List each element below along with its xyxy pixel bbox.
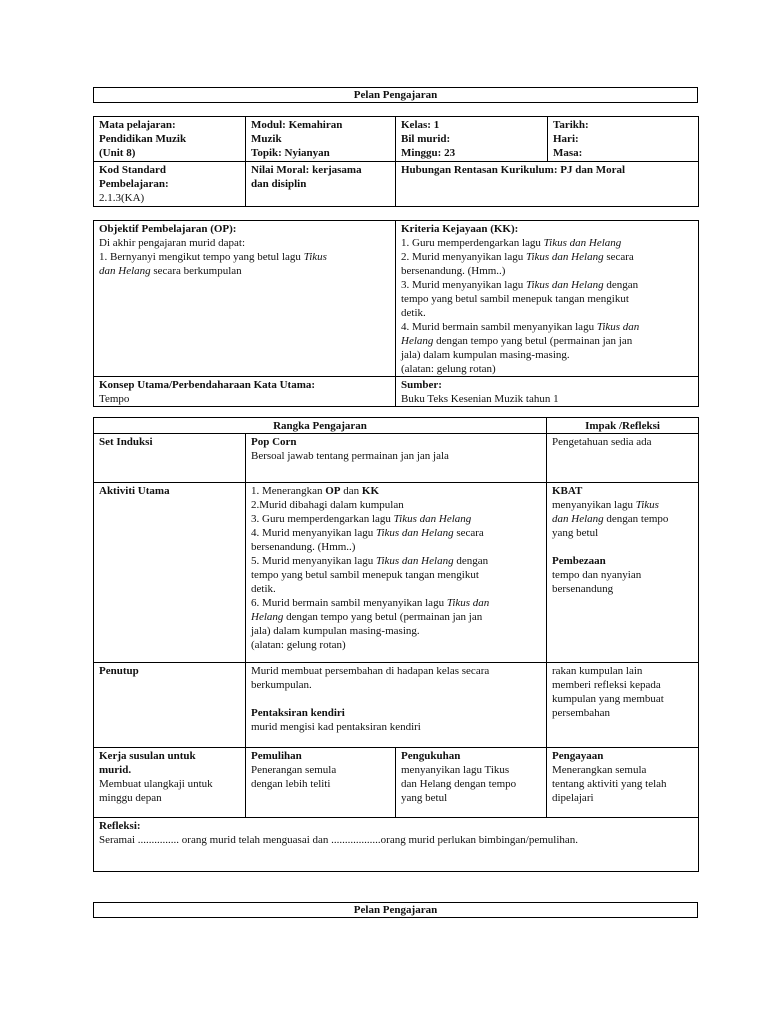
module-value: Muzik <box>251 133 282 145</box>
text: 1. Bernyanyi mengikut tempo yang betul lagu <box>99 251 304 263</box>
enrichment-cell <box>547 748 699 818</box>
time-label: Masa: <box>553 147 583 159</box>
remedial-line: Penerangan semula <box>251 764 337 776</box>
day-label: Hari: <box>553 133 579 145</box>
standard-cell <box>94 162 246 207</box>
plan-header: Rangka Pengajaran <box>94 418 547 434</box>
closing-cell <box>246 663 547 748</box>
concept-value: Tempo <box>99 393 130 405</box>
closing-impact <box>547 663 699 748</box>
source-label: Sumber: <box>401 379 442 391</box>
text: 3. Murid menyanyikan lagu <box>401 279 526 291</box>
page-title: Pelan Pengajaran <box>93 87 698 103</box>
enrichment-label: Pengayaan <box>552 750 604 762</box>
text: 1. Menerangkan <box>251 485 326 497</box>
activity-item-cont: bersenandung. (Hmm..) <box>251 541 356 553</box>
criteria-label: Kriteria Kejayaan (KK): <box>401 223 519 235</box>
text: 2. Murid menyanyikan lagu <box>401 251 526 263</box>
text: dengan tempo yang betul (permainan jan jan <box>433 335 633 347</box>
reinforcement-line: dan Helang dengan tempo <box>401 778 517 790</box>
closing-line: Murid membuat persembahan di hadapan kelas secara <box>251 665 490 677</box>
set-induction-cell <box>246 434 547 483</box>
impact-header: Impak /Refleksi <box>547 418 699 434</box>
criteria-item-cont: jala) dalam kumpulan masing-masing. <box>401 349 570 361</box>
text: dengan tempo <box>603 513 669 525</box>
kbat-line <box>552 498 693 512</box>
follow-up-label: Kerja susulan untuk <box>99 750 196 762</box>
song-title: dan Helang <box>552 513 604 525</box>
moral-line-2: dan disiplin <box>251 178 307 190</box>
activity-item-cont: tempo yang betul sambil menepuk tangan mengikut <box>251 569 479 581</box>
class-label: Kelas: 1 <box>401 119 440 131</box>
set-induction-label: Set Induksi <box>94 434 246 483</box>
crosscurriculum-cell: Hubungan Rentasan Kurikulum: PJ dan Moral <box>396 162 699 207</box>
criteria-item <box>401 236 693 250</box>
song-title: Tikus dan Helang <box>393 513 472 525</box>
topic-label: Topik: Nyianyan <box>251 147 330 159</box>
text: 4. Murid bermain sambil menyanyikan lagu <box>401 321 597 333</box>
module-cell <box>246 117 396 162</box>
reinforcement-line: yang betul <box>401 792 448 804</box>
closing-line: berkumpulan. <box>251 679 312 691</box>
enrichment-line: tentang aktiviti yang telah <box>552 778 667 790</box>
differentiation-line: tempo dan nyanyian <box>552 569 642 581</box>
subject-label: Mata pelajaran: <box>99 119 176 131</box>
moral-line-1: Nilai Moral: kerjasama <box>251 164 362 176</box>
text: menyanyikan lagu <box>552 499 636 511</box>
song-title: Tikus dan Helang <box>375 527 454 539</box>
enrichment-line: Menerangkan semula <box>552 764 647 776</box>
criteria-item-cont <box>401 334 693 348</box>
standard-value: 2.1.3(KA) <box>99 192 145 204</box>
kk-term: KK <box>361 485 380 497</box>
activity-item-cont <box>251 610 541 624</box>
subject-unit: (Unit 8) <box>99 147 136 159</box>
text: 5. Murid menyanyikan lagu <box>251 555 376 567</box>
text: secara berkumpulan <box>150 265 242 277</box>
remedial-label: Pemulihan <box>251 750 302 762</box>
standard-label: Kod Standard <box>99 164 166 176</box>
text: dengan <box>603 279 639 291</box>
song-title: Tikus dan Helang <box>525 251 604 263</box>
criteria-cell <box>396 221 699 377</box>
module-label: Modul: Kemahiran <box>251 119 343 131</box>
song-title: Tikus dan Helang <box>375 555 454 567</box>
criteria-item-cont: bersenandung. (Hmm..) <box>401 265 506 277</box>
remedial-line: dengan lebih teliti <box>251 778 331 790</box>
closing-impact-line: kumpulan yang membuat <box>552 693 664 705</box>
criteria-item <box>401 278 693 292</box>
set-induction-impact: Pengetahuan sedia ada <box>547 434 699 483</box>
differentiation-label: Pembezaan <box>552 555 606 567</box>
kbat-line <box>552 512 693 526</box>
song-title: Tikus dan Helang <box>543 237 622 249</box>
subject-cell <box>94 117 246 162</box>
song-title: Tikus <box>303 251 327 263</box>
standard-label-2: Pembelajaran: <box>99 178 169 190</box>
text: secara <box>453 527 484 539</box>
objective-item <box>99 250 390 264</box>
activity-item-cont: jala) dalam kumpulan masing-masing. <box>251 625 420 637</box>
activity-item <box>251 526 541 540</box>
main-activity-cell <box>246 483 547 663</box>
objective-label: Objektif Pembelajaran (OP): <box>99 223 237 235</box>
song-title: Tikus <box>635 499 659 511</box>
main-activity-label: Aktiviti Utama <box>94 483 246 663</box>
song-title: Tikus dan <box>446 597 490 609</box>
students-label: Bil murid: <box>401 133 451 145</box>
spacer <box>251 692 541 706</box>
criteria-item-cont: detik. <box>401 307 426 319</box>
closing-impact-line: persembahan <box>552 707 611 719</box>
reinforcement-label: Pengukuhan <box>401 750 461 762</box>
set-induction-title: Pop Corn <box>251 436 297 448</box>
text: 6. Murid bermain sambil menyanyikan lagu <box>251 597 447 609</box>
text: 1. Guru memperdengarkan lagu <box>401 237 544 249</box>
follow-up-cell <box>94 748 246 818</box>
kbat-label: KBAT <box>552 485 583 497</box>
follow-up-body-2: minggu depan <box>99 792 162 804</box>
criteria-item <box>401 320 693 334</box>
source-cell <box>396 377 699 407</box>
reinforcement-cell <box>396 748 547 818</box>
objective-intro: Di akhir pengajaran murid dapat: <box>99 237 246 249</box>
differentiation-line: bersenandung <box>552 583 614 595</box>
remedial-cell <box>246 748 396 818</box>
enrichment-line: dipelajari <box>552 792 594 804</box>
activity-item <box>251 596 541 610</box>
date-cell <box>548 117 699 162</box>
closing-label: Penutup <box>94 663 246 748</box>
set-induction-body: Bersoal jawab tentang permainan jan jan jala <box>251 450 449 462</box>
song-title: Helang <box>251 611 284 623</box>
objective-cell <box>94 221 396 377</box>
song-title: Tikus dan <box>596 321 640 333</box>
reinforcement-line: menyanyikan lagu Tikus <box>401 764 510 776</box>
main-activity-impact <box>547 483 699 663</box>
source-value: Buku Teks Kesenian Muzik tahun 1 <box>401 393 559 405</box>
spacer <box>552 540 693 554</box>
moral-cell <box>246 162 396 207</box>
objective-item-cont <box>99 264 390 278</box>
self-assessment-label: Pentaksiran kendiri <box>251 707 345 719</box>
follow-up-label-2: murid. <box>99 764 132 776</box>
text: 4. Murid menyanyikan lagu <box>251 527 376 539</box>
reflection-cell <box>94 818 699 872</box>
closing-impact-line: rakan kumpulan lain <box>552 665 643 677</box>
reflection-label: Refleksi: <box>99 820 141 832</box>
criteria-item-cont: (alatan: gelung rotan) <box>401 363 496 375</box>
kbat-line: yang betul <box>552 527 599 539</box>
date-label: Tarikh: <box>553 119 589 131</box>
activity-item <box>251 484 541 498</box>
reflection-body: Seramai ............... orang murid telah menguasai dan ..................orang murid perlukan bimbingan/pemulihan. <box>99 834 579 846</box>
self-assessment-body: murid mengisi kad pentaksiran kendiri <box>251 721 421 733</box>
song-title: dan Helang <box>99 265 151 277</box>
song-title: Tikus dan Helang <box>525 279 604 291</box>
song-title: Helang <box>401 335 434 347</box>
text: dengan tempo yang betul (permainan jan jan <box>283 611 483 623</box>
text: dengan <box>453 555 489 567</box>
criteria-item-cont: tempo yang betul sambil menepuk tangan mengikut <box>401 293 629 305</box>
activity-item <box>251 554 541 568</box>
plan-table <box>93 417 699 872</box>
subject-value: Pendidikan Muzik <box>99 133 187 145</box>
follow-up-body: Membuat ulangkaji untuk <box>99 778 213 790</box>
concept-cell <box>94 377 396 407</box>
activity-item <box>251 512 541 526</box>
activity-item-cont: detik. <box>251 583 276 595</box>
lesson-header-table <box>93 116 699 207</box>
class-cell <box>396 117 548 162</box>
week-label: Minggu: 23 <box>401 147 456 159</box>
text: secara <box>603 251 634 263</box>
closing-impact-line: memberi refleksi kepada <box>552 679 661 691</box>
text: 3. Guru memperdengarkan lagu <box>251 513 394 525</box>
activity-item-cont: (alatan: gelung rotan) <box>251 639 346 651</box>
op-term: OP <box>325 485 341 497</box>
objectives-table <box>93 220 699 407</box>
text: dan <box>340 485 362 497</box>
activity-item: 2.Murid dibahagi dalam kumpulan <box>251 499 404 511</box>
page-title-next: Pelan Pengajaran <box>93 902 698 918</box>
concept-label: Konsep Utama/Perbendaharaan Kata Utama: <box>99 379 316 391</box>
criteria-item <box>401 250 693 264</box>
